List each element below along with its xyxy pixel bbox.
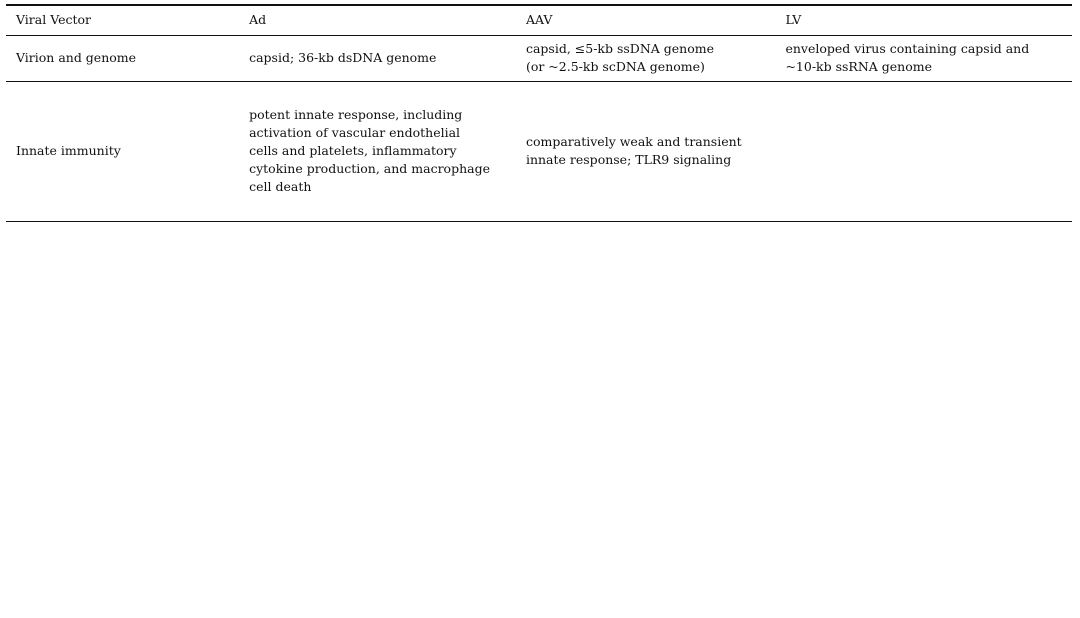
- row-label: Virion and genome: [16, 49, 137, 65]
- cell-lv: [775, 81, 1072, 221]
- cell-line: cytokine production, and macrophage: [249, 161, 490, 177]
- cell-line: enveloped virus containing capsid and: [785, 40, 1030, 56]
- header-aav: AAV: [525, 12, 553, 28]
- viral-vector-table: [6, 4, 1072, 222]
- cell-line: cell death: [249, 179, 312, 195]
- cell-ad: capsid; 36-kb dsDNA genome: [249, 49, 437, 65]
- row-label: Innate immunity: [16, 142, 121, 158]
- cell-aav: [516, 35, 776, 81]
- header-ad: Ad: [249, 12, 267, 28]
- cell-line: comparatively weak and transient: [525, 133, 742, 149]
- cell-line: innate response; TLR9 signaling: [525, 152, 732, 167]
- cell-line: (or ~2.5-kb scDNA genome): [525, 59, 705, 74]
- header-viral-vector: Viral Vector: [16, 12, 92, 28]
- table-row: [6, 81, 1072, 221]
- cell-lv: [775, 35, 1072, 81]
- cell-aav: [516, 81, 776, 221]
- table-row: [6, 35, 1072, 81]
- cell-line: cells and platelets, inflammatory: [249, 142, 457, 158]
- cell-line: capsid, ≤5-kb ssDNA genome: [525, 40, 714, 56]
- cell-line: activation of vascular endothelial: [249, 124, 461, 140]
- cell-line: potent innate response, including: [249, 106, 463, 122]
- header-lv: LV: [785, 12, 802, 28]
- cell-line: ~10-kb ssRNA genome: [785, 59, 933, 74]
- header-row: [6, 5, 1072, 35]
- cell-ad: [239, 81, 516, 221]
